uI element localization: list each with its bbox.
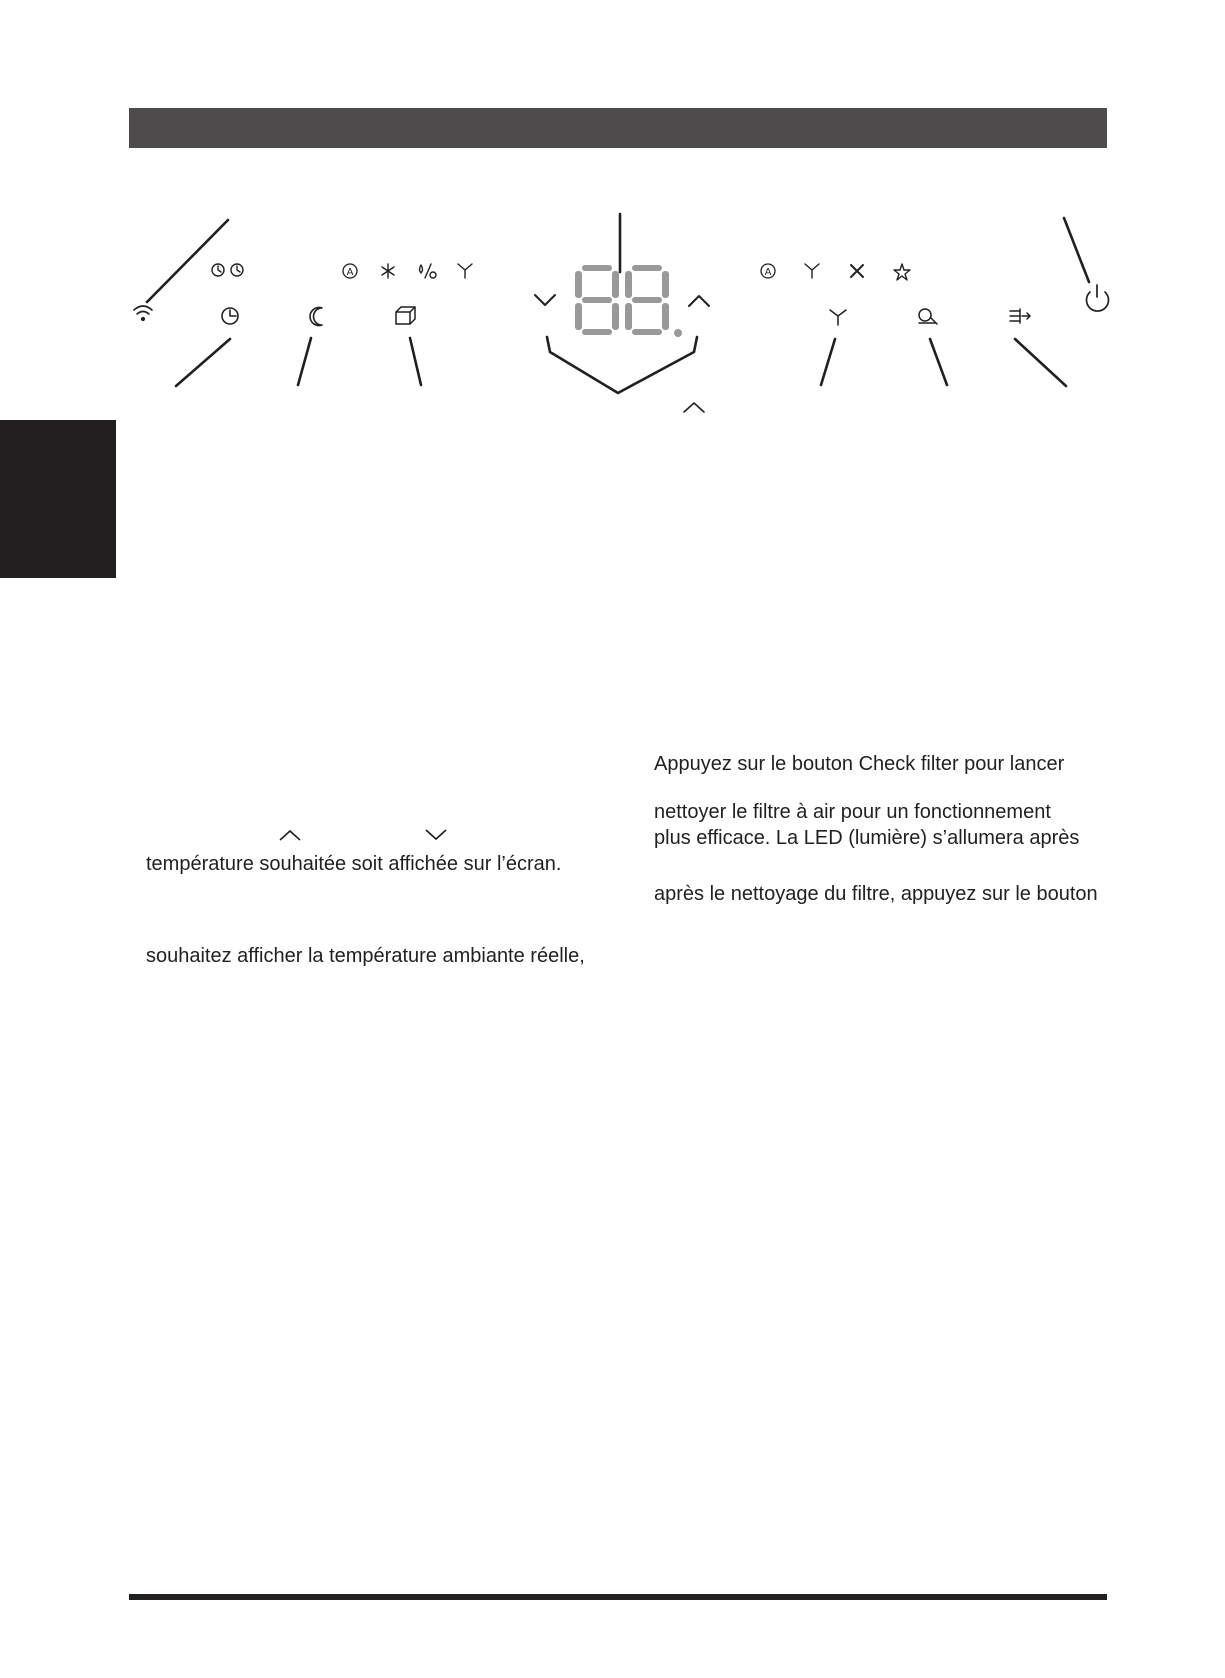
fan-high-indicator-icon bbox=[894, 264, 910, 280]
sleep-moon-icon[interactable] bbox=[310, 308, 322, 326]
left-text-line-2: souhaitez afficher la température ambiante réelle, bbox=[146, 945, 585, 967]
side-tab bbox=[0, 420, 116, 578]
svg-text:A: A bbox=[764, 267, 772, 278]
power-icon[interactable] bbox=[1087, 285, 1109, 311]
filter-box-icon[interactable] bbox=[396, 307, 415, 324]
leader-lines bbox=[147, 214, 1089, 386]
inline-up-arrow-icon bbox=[278, 828, 302, 842]
mode-fan-indicator-icon bbox=[458, 264, 472, 278]
up-arrow-small-icon bbox=[684, 403, 704, 412]
temp-up-chevron-icon[interactable] bbox=[689, 296, 709, 306]
control-panel-svg bbox=[0, 0, 1225, 420]
fan-medium-indicator-icon bbox=[851, 265, 863, 277]
mode-button-icon[interactable] bbox=[919, 309, 937, 324]
mode-cool-indicator-icon bbox=[382, 264, 394, 278]
mode-auto-indicator-icon bbox=[343, 264, 357, 278]
fan-low-indicator-icon bbox=[805, 264, 819, 278]
inline-down-arrow-icon bbox=[424, 828, 448, 842]
right-text-line-4: après le nettoyage du filtre, appuyez sur le bouton bbox=[654, 883, 1098, 905]
fan-speed-button-icon[interactable] bbox=[830, 310, 846, 325]
right-text-line-2: nettoyer le filtre à air pour un fonctionnement bbox=[654, 801, 1051, 823]
fan-auto-indicator-icon bbox=[761, 264, 775, 278]
temp-down-chevron-icon[interactable] bbox=[535, 295, 555, 305]
timer-on-off-icon bbox=[212, 264, 243, 276]
control-panel-diagram bbox=[0, 0, 1225, 420]
swing-button-icon[interactable] bbox=[1010, 309, 1030, 323]
svg-text:A: A bbox=[346, 267, 354, 278]
footer-rule bbox=[129, 1594, 1107, 1600]
mode-dry-indicator-icon bbox=[420, 264, 437, 278]
right-text-line-1: Appuyez sur le bouton Check filter pour lancer bbox=[654, 753, 1065, 775]
wifi-icon bbox=[134, 306, 152, 320]
seven-segment-display bbox=[575, 265, 682, 337]
left-text-line-1: température souhaitée soit affichée sur l’écran. bbox=[146, 853, 562, 875]
right-text-line-3: plus efficace. La LED (lumière) s’allumera après bbox=[654, 827, 1080, 849]
display-bracket bbox=[547, 337, 697, 393]
timer-icon[interactable] bbox=[222, 308, 238, 324]
